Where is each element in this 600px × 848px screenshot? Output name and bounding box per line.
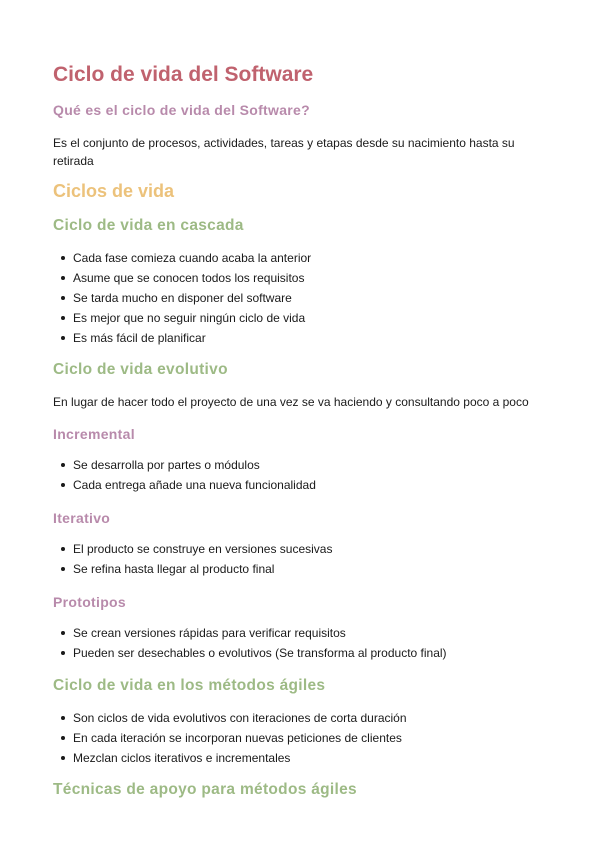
prototipos-list: [53, 623, 543, 663]
evolutivo-paragraph: En lugar de hacer todo el proyecto de una vez se va haciendo y consultando poco a poco: [53, 395, 529, 409]
bullet-icon: [61, 756, 65, 760]
list-item: [53, 248, 543, 268]
bullet-icon: [61, 567, 65, 571]
page-title: Ciclo de vida del Software: [53, 63, 314, 86]
list-item-text: Se refina hasta llegar al producto final: [73, 562, 275, 576]
list-item: [53, 455, 543, 475]
incremental-heading: Incremental: [53, 426, 135, 442]
bullet-icon: [61, 336, 65, 340]
list-item: [53, 643, 543, 663]
agiles-list: [53, 708, 543, 768]
bullet-icon: [61, 631, 65, 635]
list-item: [53, 559, 543, 579]
list-item-text: Se tarda mucho en disponer del software: [73, 291, 292, 305]
list-item: [53, 268, 543, 288]
list-item: [53, 728, 543, 748]
bullet-icon: [61, 483, 65, 487]
bullet-icon: [61, 276, 65, 280]
list-item-text: Asume que se conocen todos los requisitos: [73, 271, 305, 285]
iterativo-list: [53, 539, 543, 579]
list-item-text: Mezclan ciclos iterativos e incrementales: [73, 751, 291, 765]
list-item: [53, 748, 543, 768]
bullet-icon: [61, 716, 65, 720]
agiles-heading: Ciclo de vida en los métodos ágiles: [53, 677, 326, 694]
list-item: [53, 328, 543, 348]
list-item-text: Se desarrolla por partes o módulos: [73, 458, 260, 472]
list-item-text: Cada entrega añade una nueva funcionalidad: [73, 478, 316, 492]
incremental-list: [53, 455, 543, 495]
list-item-text: Son ciclos de vida evolutivos con iteraciones de corta duración: [73, 711, 407, 725]
bullet-icon: [61, 547, 65, 551]
list-item: [53, 708, 543, 728]
list-item: [53, 475, 543, 495]
bullet-icon: [61, 463, 65, 467]
iterativo-heading: Iterativo: [53, 510, 111, 526]
bullet-icon: [61, 256, 65, 260]
cascada-heading: Ciclo de vida en cascada: [53, 217, 244, 234]
list-item-text: En cada iteración se incorporan nuevas peticiones de clientes: [73, 731, 402, 745]
bullet-icon: [61, 736, 65, 740]
ciclos-heading: Ciclos de vida: [53, 181, 175, 201]
list-item: [53, 623, 543, 643]
evolutivo-heading: Ciclo de vida evolutivo: [53, 361, 228, 378]
bullet-icon: [61, 651, 65, 655]
tecnicas-heading: Técnicas de apoyo para métodos ágiles: [53, 781, 357, 798]
list-item-text: El producto se construye en versiones sucesivas: [73, 542, 333, 556]
list-item-text: Cada fase comieza cuando acaba la anterior: [73, 251, 312, 265]
intro-paragraph: Es el conjunto de procesos, actividades, tareas y etapas desde su nacimiento hasta su retirada: [53, 136, 515, 168]
list-item-text: Se crean versiones rápidas para verificar requisitos: [73, 626, 346, 640]
intro-heading: Qué es el ciclo de vida del Software?: [53, 102, 310, 118]
prototipos-heading: Prototipos: [53, 594, 126, 610]
list-item: [53, 288, 543, 308]
list-item-text: Es más fácil de planificar: [73, 331, 206, 345]
list-item: [53, 308, 543, 328]
list-item-text: Pueden ser desechables o evolutivos (Se transforma al producto final): [73, 646, 447, 660]
list-item: [53, 539, 543, 559]
list-item-text: Es mejor que no seguir ningún ciclo de vida: [73, 311, 306, 325]
bullet-icon: [61, 296, 65, 300]
bullet-icon: [61, 316, 65, 320]
cascada-list: [53, 248, 543, 348]
